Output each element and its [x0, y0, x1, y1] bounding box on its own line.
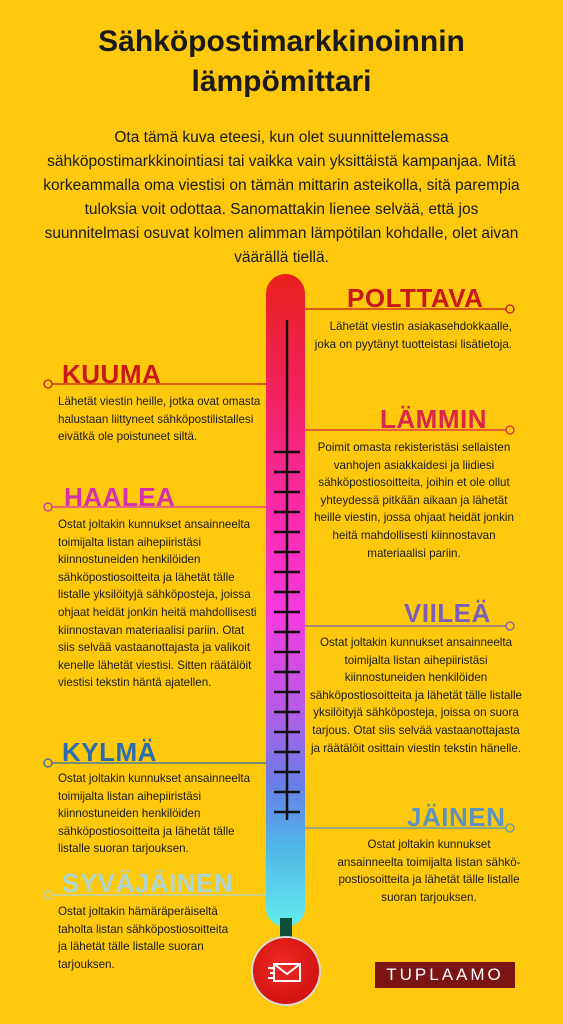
level-text-polttava: Lähetät viestin asiakasehdokkaalle, joka on pyytänyt tuotteistasi lisätietoja.	[314, 320, 512, 351]
tuplaamo-logo: TUPLAAMO	[375, 962, 515, 988]
level-heading-lammin: LÄMMIN	[380, 404, 487, 434]
level-heading-kylma: KYLMÄ	[62, 737, 157, 767]
title-line-2: lämpömittari	[191, 65, 372, 98]
level-heading-viilea: VIILEÄ	[404, 598, 491, 628]
level-heading-haalea: HAALEA	[64, 482, 176, 512]
level-text-viilea: Ostat joltakin kunnukset ansainneelta toimijalta listan aihepiiristäsi kiinnostuneiden henkilöiden sähköpostiosoitteita ja lähetät tälle listalle yksilöityjä sähköposteja, joissa on suora tarjous. Otat siis selvää vastaanottajasta ja räätälöit osittain viestin tekstin hänelle.	[309, 636, 523, 755]
level-text-syvajainen: Ostat joltakin hämäräperäiseltä taholta listan sähköpostiosoitteita ja lähetät tälle listalle suoran tarjouksen.	[58, 905, 229, 971]
level-text-lammin: Poimit omasta rekisteristäsi sellaisten vanhojen asiakkaidesi ja liidiesi sähköpostiosoitteita, joihin et ole ollut yhteydessä pitkään aikaan ja lähetät heille viestin, jossa ohjaat heidät jonkin heitä mahdollisesti kiinnostavan materiaalisi pariin.	[314, 441, 514, 560]
level-heading-polttava: POLTTAVA	[347, 283, 484, 313]
title-line-1: Sähköpostimarkkinoinnin	[98, 25, 465, 58]
level-text-jainen: Ostat joltakin kunnukset ansainneelta toimijalta listan sähkö-postiosoitteita ja lähetät tälle listalle suoran tarjouksen.	[337, 838, 521, 904]
level-heading-kuuma: KUUMA	[62, 359, 162, 389]
envelope-icon	[268, 956, 304, 986]
level-heading-jainen: JÄINEN	[407, 802, 506, 832]
level-text-haalea: Ostat joltakin kunnukset ansainneelta toimijalta listan aihepiiristäsi kiinnostuneiden henkilöiden sähköpostiosoitteita ja lähetät tälle listalle yksilöityjä sähköposteja, joissa ohjaat heidät jonkin heitä mahdollisesti kiinnostavan materiaalisi pariin. Otat siis selvää vastaanottajasta ja valikoit kenelle lähetät viestisi. Sitten räätälöit viestisi tekstin häntä ajatellen.	[58, 518, 257, 690]
level-heading-syvajainen: SYVÄJÄINEN	[62, 868, 234, 898]
thermometer-bulb	[253, 938, 319, 1004]
level-text-kuuma: Lähetät viestin heille, jotka ovat omasta halustaan liittyneet sähköpostilistallesi eivätkä ole poistuneet siltä.	[58, 395, 261, 444]
thermometer-scale	[272, 320, 302, 820]
intro-text: Ota tämä kuva eteesi, kun olet suunnittelemassa sähköpostimarkkinointiasi tai vaikka vain yksittäistä kampanjaa. Mitä korkeammalla oma viestisi on tämän mittarin asteikolla, sitä parempia tuloksia voit odottaa. Sanomattakin lienee selvää, että jos suunnitelmasi osuvat kolmen alimman lämpötilan kohdalle, olet aivan väärällä tiellä.	[43, 129, 520, 266]
level-text-kylma: Ostat joltakin kunnukset ansainneelta toimijalta listan aihepiiristäsi kiinnostuneiden henkilöiden sähköpostiosoitteita ja lähetät tälle listalle suoran tarjouksen.	[58, 772, 251, 856]
